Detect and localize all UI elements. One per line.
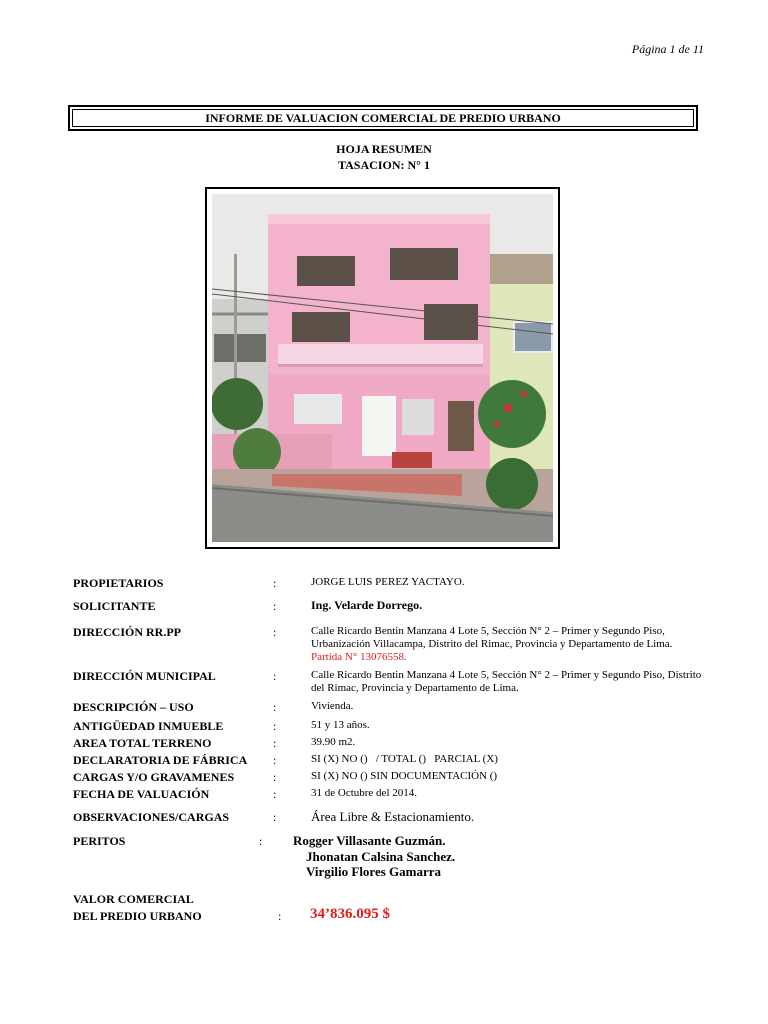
summary-heading: HOJA RESUMEN [336,142,432,156]
direccion-municipal-label: DIRECCIÓN MUNICIPAL [73,669,216,683]
perito-name: Virgilio Flores Gamarra [306,864,442,879]
solicitante-value: Ing. Velarde Dorrego. [311,598,423,612]
colon: : [273,787,277,801]
valor-label-sub: DEL PREDIO URBANO [73,909,202,923]
perito-name: Rogger Villasante Guzmán. [293,833,446,848]
perito-name: Jhonatan Calsina Sanchez. [306,849,456,864]
colon: : [273,719,277,733]
declaratoria-value: SI (X) NO () / TOTAL () PARCIAL (X) [311,753,498,765]
area-total-value: 39.90 m2. [311,736,356,748]
direccion-municipal-value: Calle Ricardo Bentin Manzana 4 Lote 5, Sección N° 2 – Primer y Segundo Piso, Distrito del Rimac, Provincia y Departamento de Lima. [311,669,702,694]
report-title: INFORME DE VALUACION COMERCIAL DE PREDIO URBANO [72,109,694,127]
area-total-label: AREA TOTAL TERRENO [73,736,212,750]
colon: : [259,834,263,848]
colon: : [273,753,277,767]
colon: : [273,700,277,714]
observaciones-value: Área Libre & Estacionamiento. [311,809,475,824]
colon: : [273,770,277,784]
colon: : [273,736,277,750]
cargas-value: SI (X) NO () SIN DOCUMENTACIÓN () [311,770,498,782]
solicitante-label: SOLICITANTE [73,599,156,613]
cargas-label: CARGAS Y/O GRAVAMENES [73,770,235,784]
house-facade-image [212,194,553,542]
direccion-rrpp-text: Calle Ricardo Bentin Manzana 4 Lote 5, Sección N° 2 – Primer y Segundo Piso, Urbanización Villacampa, Distrito del Rimac, Provincia y Departamento de Lima. [311,625,673,650]
propietarios-value: JORGE LUIS PEREZ YACTAYO. [311,576,465,588]
appraisal-number: TASACION: N° 1 [338,158,430,172]
declaratoria-label: DECLARATORIA DE FÁBRICA [73,753,248,767]
propietarios-label: PROPIETARIOS [73,576,164,590]
antiguedad-value: 51 y 13 años. [311,719,370,731]
antiguedad-label: ANTIGÜEDAD INMUEBLE [73,719,224,733]
descripcion-uso-label: DESCRIPCIÓN – USO [73,700,194,714]
report-title-box [68,105,698,131]
page-number: Página 1 de 11 [631,42,704,56]
valor-amount: 34’836.095 $ [310,906,390,922]
fecha-label: FECHA DE VALUACIÓN [73,787,210,801]
property-photo [205,187,560,549]
observaciones-label: OBSERVACIONES/CARGAS [73,810,230,824]
colon: : [273,576,277,590]
peritos-label: PERITOS [73,834,126,848]
colon: : [273,810,277,824]
colon: : [273,625,277,639]
colon: : [273,669,277,683]
colon: : [278,909,282,923]
colon: : [273,599,277,613]
fecha-value: 31 de Octubre del 2014. [311,787,417,799]
direccion-rrpp-value [311,625,711,664]
descripcion-uso-value: Vivienda. [311,700,354,712]
direccion-rrpp-label: DIRECCIÓN RR.PP [73,625,181,639]
valor-label: VALOR COMERCIAL [73,892,194,906]
partida-number: Partida N° 13076558. [311,651,407,663]
